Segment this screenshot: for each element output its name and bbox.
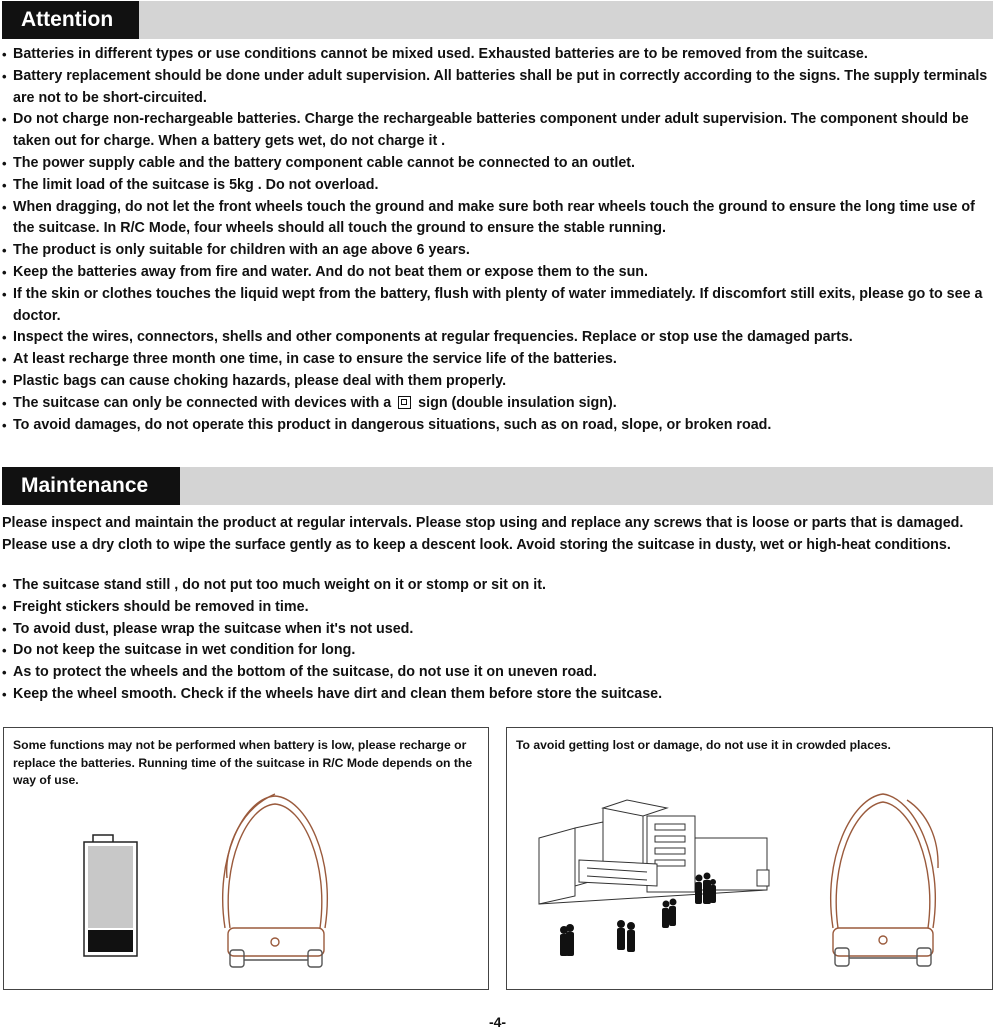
- attention-list: [2, 44, 994, 436]
- attention-item-double-insulation: [2, 393, 994, 415]
- attention-item: • Batteries in different types or use conditions cannot be mixed used. Exhausted batteries are to be removed from the suitcase.: [2, 44, 994, 66]
- suitcase-icon: [223, 794, 328, 967]
- maintenance-item: • To avoid dust, please wrap the suitcase when it's not used.: [2, 619, 994, 641]
- maintenance-title: Maintenance: [2, 467, 180, 505]
- maintenance-intro: Please inspect and maintain the product at regular intervals. Please stop using and replace any screws that is loose or parts that is damaged. Please use a dry cloth to wipe the surface gently as to keep a descent look. Avoid storing the suitcase in dusty, wet or high-heat conditions.: [2, 515, 964, 553]
- attention-item: • At least recharge three month one time, in case to ensure the service life of the batteries.: [2, 349, 994, 371]
- attention-item: • Keep the batteries away from fire and water. And do not beat them or expose them to the sun.: [2, 262, 994, 284]
- maintenance-header-band: [2, 467, 993, 505]
- crowd-illustration: [507, 728, 994, 991]
- maintenance-item: • Do not keep the suitcase in wet condition for long.: [2, 640, 994, 662]
- sign-text-after: sign (double insulation sign).: [418, 394, 617, 411]
- attention-item: • The power supply cable and the battery component cable cannot be connected to an outlet.: [2, 153, 994, 175]
- battery-illustration: [4, 728, 490, 991]
- page-number: -4-: [488, 1014, 507, 1030]
- maintenance-list: [2, 575, 994, 706]
- buildings-icon: [539, 800, 769, 904]
- attention-item: • Inspect the wires, connectors, shells and other components at regular frequencies. Replace or stop use the damaged parts.: [2, 327, 994, 349]
- attention-item: • The product is only suitable for children with an age above 6 years.: [2, 240, 994, 262]
- maintenance-item: • As to protect the wheels and the bottom of the suitcase, do not use it on uneven road.: [2, 662, 994, 684]
- crowd-note-box: [506, 727, 993, 990]
- sign-text-before: The suitcase can only be connected with devices with a: [13, 394, 392, 411]
- maintenance-item: • Freight stickers should be removed in time.: [2, 597, 994, 619]
- battery-note-text: Some functions may not be performed when battery is low, please recharge or replace the batteries. Running time of the suitcase in R/C Mode depends on the way of use.: [13, 738, 473, 787]
- battery-note-box: [3, 727, 489, 990]
- attention-item: • To avoid damages, do not operate this product in dangerous situations, such as on road, slope, or broken road.: [2, 415, 994, 437]
- attention-item: • When dragging, do not let the front wheels touch the ground and make sure both rear wheels touch the ground to ensure the long time use of the suitcase. In R/C Mode, four wheels should all touch the ground to ensure the stable running.: [2, 197, 994, 241]
- maintenance-item: • The suitcase stand still , do not put too much weight on it or stomp or sit on it.: [2, 575, 994, 597]
- battery-icon: [84, 835, 137, 956]
- maintenance-item: • Keep the wheel smooth. Check if the wheels have dirt and clean them before store the suitcase.: [2, 684, 994, 706]
- crowd-note-text: To avoid getting lost or damage, do not use it in crowded places.: [516, 738, 891, 752]
- attention-header-band: [2, 1, 993, 39]
- double-insulation-icon: [398, 396, 411, 409]
- attention-item: • The limit load of the suitcase is 5kg . Do not overload.: [2, 175, 994, 197]
- attention-item: • Plastic bags can cause choking hazards, please deal with them properly.: [2, 371, 994, 393]
- attention-item: • If the skin or clothes touches the liquid wept from the battery, flush with plenty of water immediately. If discomfort still exits, please go to see a doctor.: [2, 284, 994, 328]
- attention-item: • Battery replacement should be done under adult supervision. All batteries shall be put in correctly according to the signs. The supply terminals are not to be short-circuited.: [2, 66, 994, 110]
- attention-title: Attention: [2, 1, 139, 39]
- suitcase-icon: [831, 794, 938, 966]
- attention-item: • Do not charge non-rechargeable batteries. Charge the rechargeable batteries component under adult supervision. The component should be taken out for charge. When a battery gets wet, do not charge it .: [2, 109, 994, 153]
